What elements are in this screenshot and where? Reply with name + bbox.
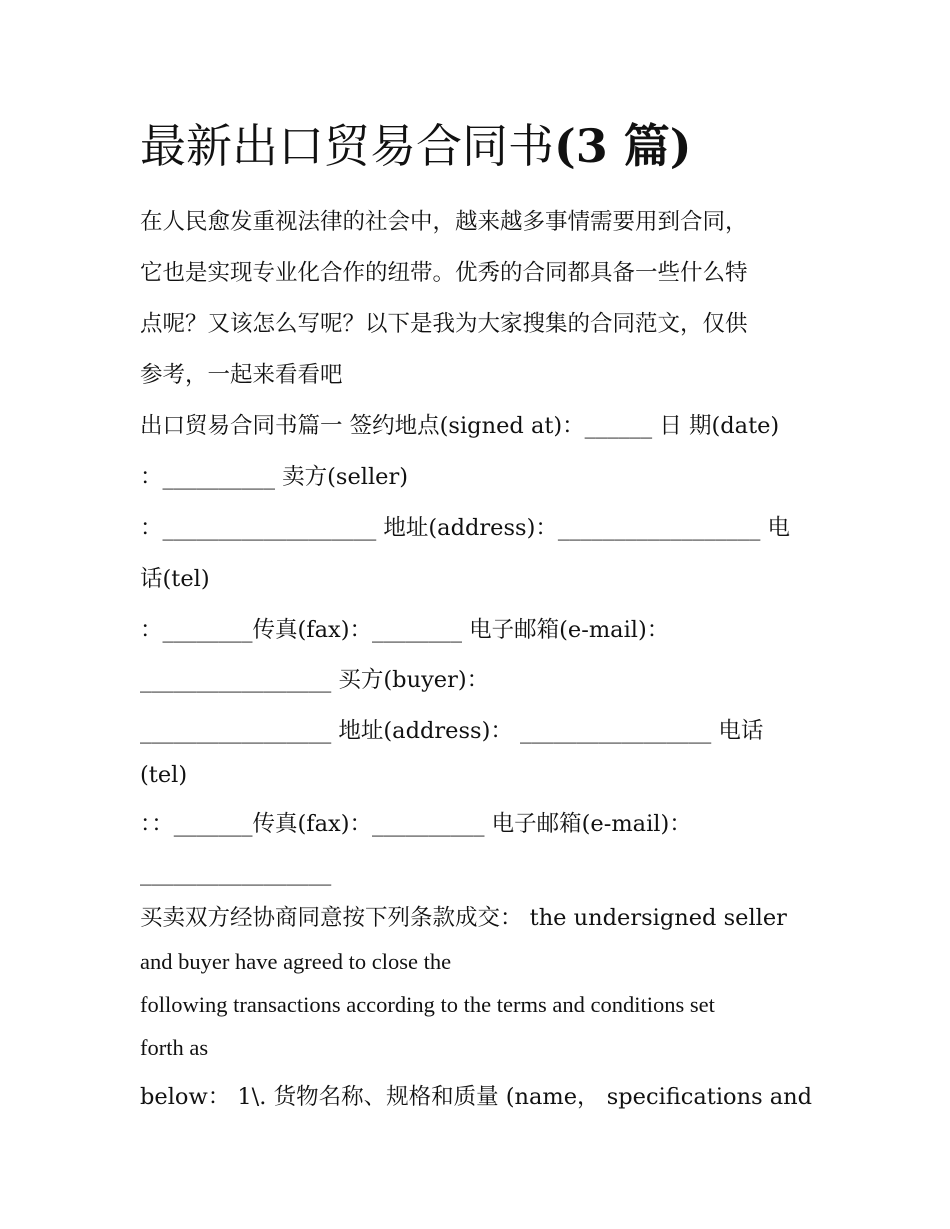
contract-line-seller-tel: 话(tel) [140, 566, 210, 592]
intro-line-4: 参考，一起来看看吧 [140, 362, 343, 388]
contract-line-seller-fax: ：________传真(fax)：________ 电子邮箱(e-mail)： [140, 617, 670, 643]
contract-line-agreement-en-1: and buyer have agreed to close the [140, 949, 452, 974]
contract-line-seller-address: ：___________________ 地址(address)：__________________ 电 [140, 515, 790, 541]
intro-line-3: 点呢？又该怎么写呢？以下是我为大家搜集的合同范文，仅供 [140, 311, 748, 337]
contract-line-signed-at: 出口贸易合同书篇一 签约地点(signed at)：______ 日 期(date) [140, 413, 780, 439]
contract-line-buyer-tel: (tel) [140, 762, 188, 788]
contract-line-agreement: 买卖双方经协商同意按下列条款成交： the undersigned seller [140, 905, 787, 931]
title-suffix: (3 篇) [554, 119, 692, 173]
document-title [140, 116, 692, 176]
contract-line-buyer-fax: ：：_______传真(fax)：__________ 电子邮箱(e-mail)： [140, 811, 692, 837]
intro-line-1: 在人民愈发重视法律的社会中，越来越多事情需要用到合同， [140, 209, 748, 235]
contract-line-agreement-en-2: following transactions according to the terms and conditions set [140, 992, 715, 1017]
contract-line-agreement-en-3: forth as [140, 1035, 209, 1060]
contract-line-buyer-email-blank: _________________ [140, 860, 332, 886]
intro-line-2: 它也是实现专业化合作的纽带。优秀的合同都具备一些什么特 [140, 260, 748, 286]
title-main: 最新出口贸易合同书 [140, 119, 554, 173]
contract-line-buyer-address: _________________ 地址(address)： _________________ 电话 [140, 718, 764, 744]
contract-line-goods: below： 1\. 货物名称、规格和质量 (name， specifications and [140, 1084, 813, 1110]
contract-line-buyer: _________________ 买方(buyer)： [140, 667, 490, 693]
contract-line-seller: ：__________ 卖方(seller) [140, 464, 409, 490]
